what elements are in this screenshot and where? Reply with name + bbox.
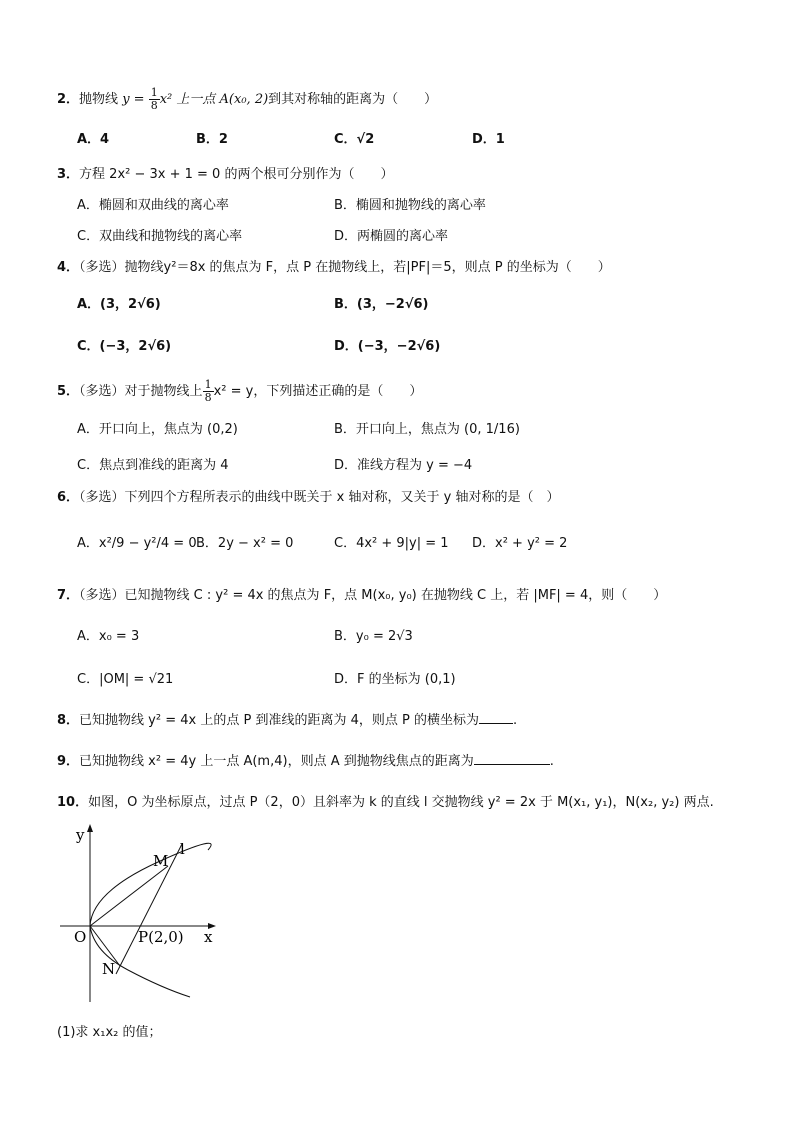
question-6-stem [57,489,559,507]
question-number: 2． [57,92,80,107]
option-d: D．准线方程为 y = −4 [334,458,473,473]
stem-text: . [512,713,518,728]
stem-text: （多选）对于抛物线上 [79,384,203,399]
option-b: B．(3，−2√6) [334,297,429,312]
stem-text: 到其对称轴的距离为（ ） [268,92,438,107]
option-d: D．1 [472,132,505,147]
stem-text: （多选）抛物线y²＝8x 的焦点为 F，点 P 在抛物线上，若|PF|＝5，则点 P 的坐标为（ ） [79,260,611,275]
option-d: D．(−3，−2√6) [334,339,441,354]
question-number: 3． [57,167,80,182]
option-c: C．(−3，2√6) [77,339,172,354]
option-c: C．4x² + 9|y| = 1 [334,536,449,551]
stem-text: 方程 2x² − 3x + 1 = 0 的两个根可分别作为（ ） [79,167,394,182]
option-a: A．x₀ = 3 [77,629,140,644]
fraction-numerator: 1 [204,378,212,391]
question-number: 9． [57,754,80,769]
question-number: 4． [57,260,80,275]
option-d: D．F 的坐标为 (0,1) [334,672,456,687]
option-c: C．双曲线和抛物线的离心率 [77,229,243,244]
question-9-stem [57,753,554,771]
option-a: A．(3，2√6) [77,297,161,312]
stem-text: . [549,754,554,769]
stem-text: 已知抛物线 x² = 4y 上一点 A(m,4)，则点 A 到抛物线焦点的距离为 [79,754,474,769]
option-a: A．开口向上，焦点为 (0,2) [77,422,238,437]
option-b: B．椭圆和抛物线的离心率 [334,198,486,213]
question-number: 7． [57,588,80,603]
label-x: x [204,928,213,946]
label-l: l [180,840,185,858]
fraction-denominator: 8 [150,99,158,112]
option-b: B．y₀ = 2√3 [334,629,413,644]
question-number: 8． [57,713,80,728]
stem-text: x² = y，下列描述正确的是（ ） [213,384,423,399]
y-axis-arrow [87,824,93,832]
option-a: A．x²/9 − y²/4 = 0 [77,536,197,551]
option-d: D．两椭圆的离心率 [334,229,449,244]
question-number: 6． [57,490,80,505]
fraction [149,87,160,112]
fraction-denominator: 8 [204,391,212,404]
option-b: B．开口向上，焦点为 (0, 1/16) [334,422,520,437]
stem-text: （多选）已知抛物线 C : y² = 4x 的焦点为 F，点 M(x₀, y₀) 在抛物线 C 上，若 |MF| = 4，则（ ） [79,588,667,603]
line-l [116,844,182,974]
question-10-part-1: (1)求 x₁x₂ 的值； [57,1025,162,1040]
fraction [203,379,214,404]
question-8-stem [57,712,517,730]
question-2-stem [57,87,437,112]
fraction-numerator: 1 [150,86,158,99]
question-number: 5． [57,384,80,399]
stem-text: 抛物线 [79,92,119,107]
option-a: A．4 [77,132,110,147]
option-b: B．2 [196,132,228,147]
option-d: D．x² + y² = 2 [472,536,568,551]
option-c: C．|OM| = √21 [77,672,174,687]
stem-text: 如图，O 为坐标原点，过点 P（2，0）且斜率为 k 的直线 l 交抛物线 y² = 2x 于 M(x₁, y₁)，N(x₂, y₂) 两点. [88,795,714,810]
parabola-upper-branch [90,843,211,926]
parabola-diagram [58,822,228,1007]
equation-part: y = [122,92,145,107]
question-10-stem [57,794,714,812]
option-c: C．√2 [334,132,375,147]
question-4-stem [57,259,611,277]
stem-text: 已知抛物线 y² = 4x 上的点 P 到准线的距离为 4，则点 P 的横坐标为 [79,713,479,728]
label-m: M [153,852,169,870]
label-o: O [74,928,87,946]
option-c: C．焦点到准线的距离为 4 [77,458,229,473]
option-a: A．椭圆和双曲线的离心率 [77,198,229,213]
segment-om [90,866,168,926]
point-label: A(x₀, 2) [219,92,269,107]
question-3-stem [57,166,393,184]
stem-text: （多选）下列四个方程所表示的曲线中既关于 x 轴对称，又关于 y 轴对称的是（ ） [79,490,560,505]
equation-part: x² 上一点 [159,92,216,107]
answer-blank[interactable] [479,723,513,724]
option-b: B．2y − x² = 0 [196,536,294,551]
label-n: N [102,960,116,978]
question-5-stem [57,379,422,404]
answer-blank[interactable] [474,764,550,765]
question-7-stem [57,587,666,605]
question-number: 10． [57,795,89,810]
label-p: P(2,0) [138,928,184,946]
label-y: y [76,826,85,844]
